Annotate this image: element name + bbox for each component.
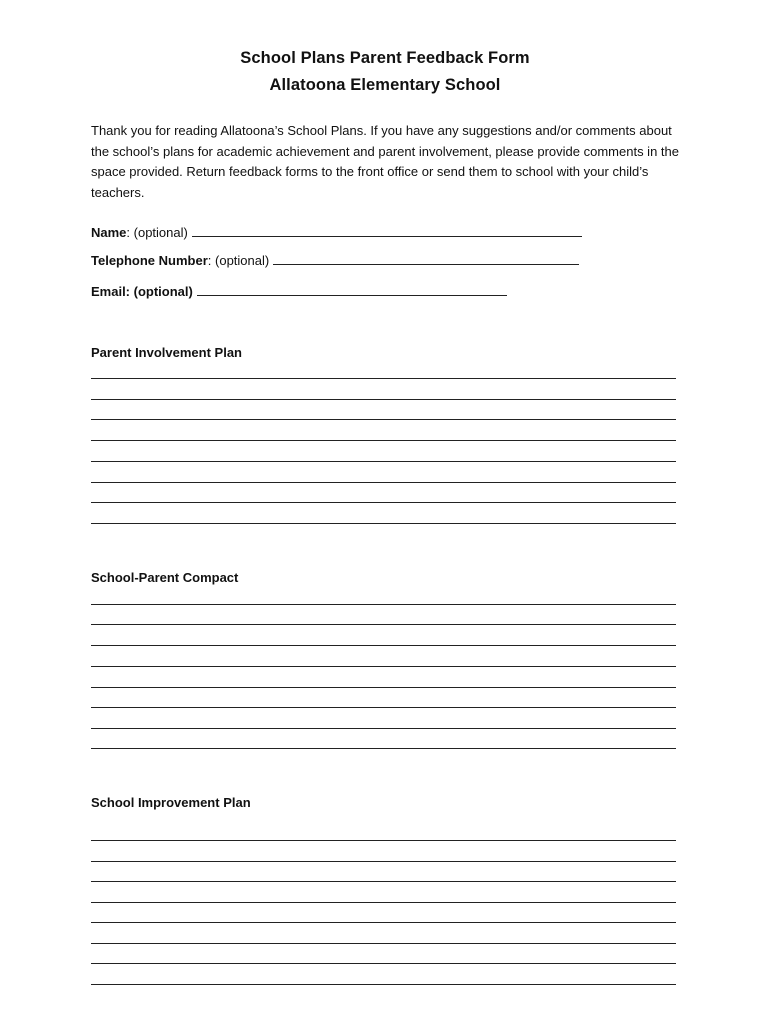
name-field[interactable] [91,225,582,240]
answer-line[interactable] [91,687,676,688]
answer-line[interactable] [91,881,676,882]
answer-line[interactable] [91,963,676,964]
answer-line[interactable] [91,666,676,667]
telephone-input-line[interactable] [273,263,579,265]
name-input-line[interactable] [192,235,582,237]
answer-line[interactable] [91,748,676,749]
telephone-label: Telephone Number [91,253,208,268]
email-input-line[interactable] [197,294,507,296]
telephone-field[interactable] [91,253,579,268]
answer-line[interactable] [91,922,676,923]
section-title-school-parent-compact: School-Parent Compact [91,570,239,585]
intro-paragraph: Thank you for reading Allatoona’s School Plans. If you have any suggestions and/or comments about the school’s plans for academic achievement and parent involvement, please provide comments in the space provided. Return feedback forms to the front office or send them to school with your child’s teachers. [91,123,679,200]
school-name: Allatoona Elementary School [269,76,501,94]
answer-line[interactable] [91,523,676,524]
email-field[interactable] [91,284,507,299]
name-label: Name [91,225,127,240]
answer-line[interactable] [91,461,676,462]
section-title-school-improvement: School Improvement Plan [91,795,251,810]
answer-line[interactable] [91,943,676,944]
answer-line[interactable] [91,604,676,605]
answer-line[interactable] [91,645,676,646]
answer-line[interactable] [91,707,676,708]
form-title: School Plans Parent Feedback Form [240,49,530,67]
answer-line[interactable] [91,419,676,420]
telephone-hint: : (optional) [207,253,270,268]
answer-line[interactable] [91,378,676,379]
answer-line[interactable] [91,502,676,503]
name-hint: : (optional) [126,225,188,240]
answer-line[interactable] [91,902,676,903]
answer-line[interactable] [91,624,676,625]
answer-line[interactable] [91,440,676,441]
answer-line[interactable] [91,861,676,862]
section-title-parent-involvement: Parent Involvement Plan [91,345,242,360]
email-label: Email: (optional) [91,284,193,299]
answer-line[interactable] [91,482,676,483]
answer-line[interactable] [91,984,676,985]
answer-line[interactable] [91,728,676,729]
answer-line[interactable] [91,840,676,841]
answer-line[interactable] [91,399,676,400]
